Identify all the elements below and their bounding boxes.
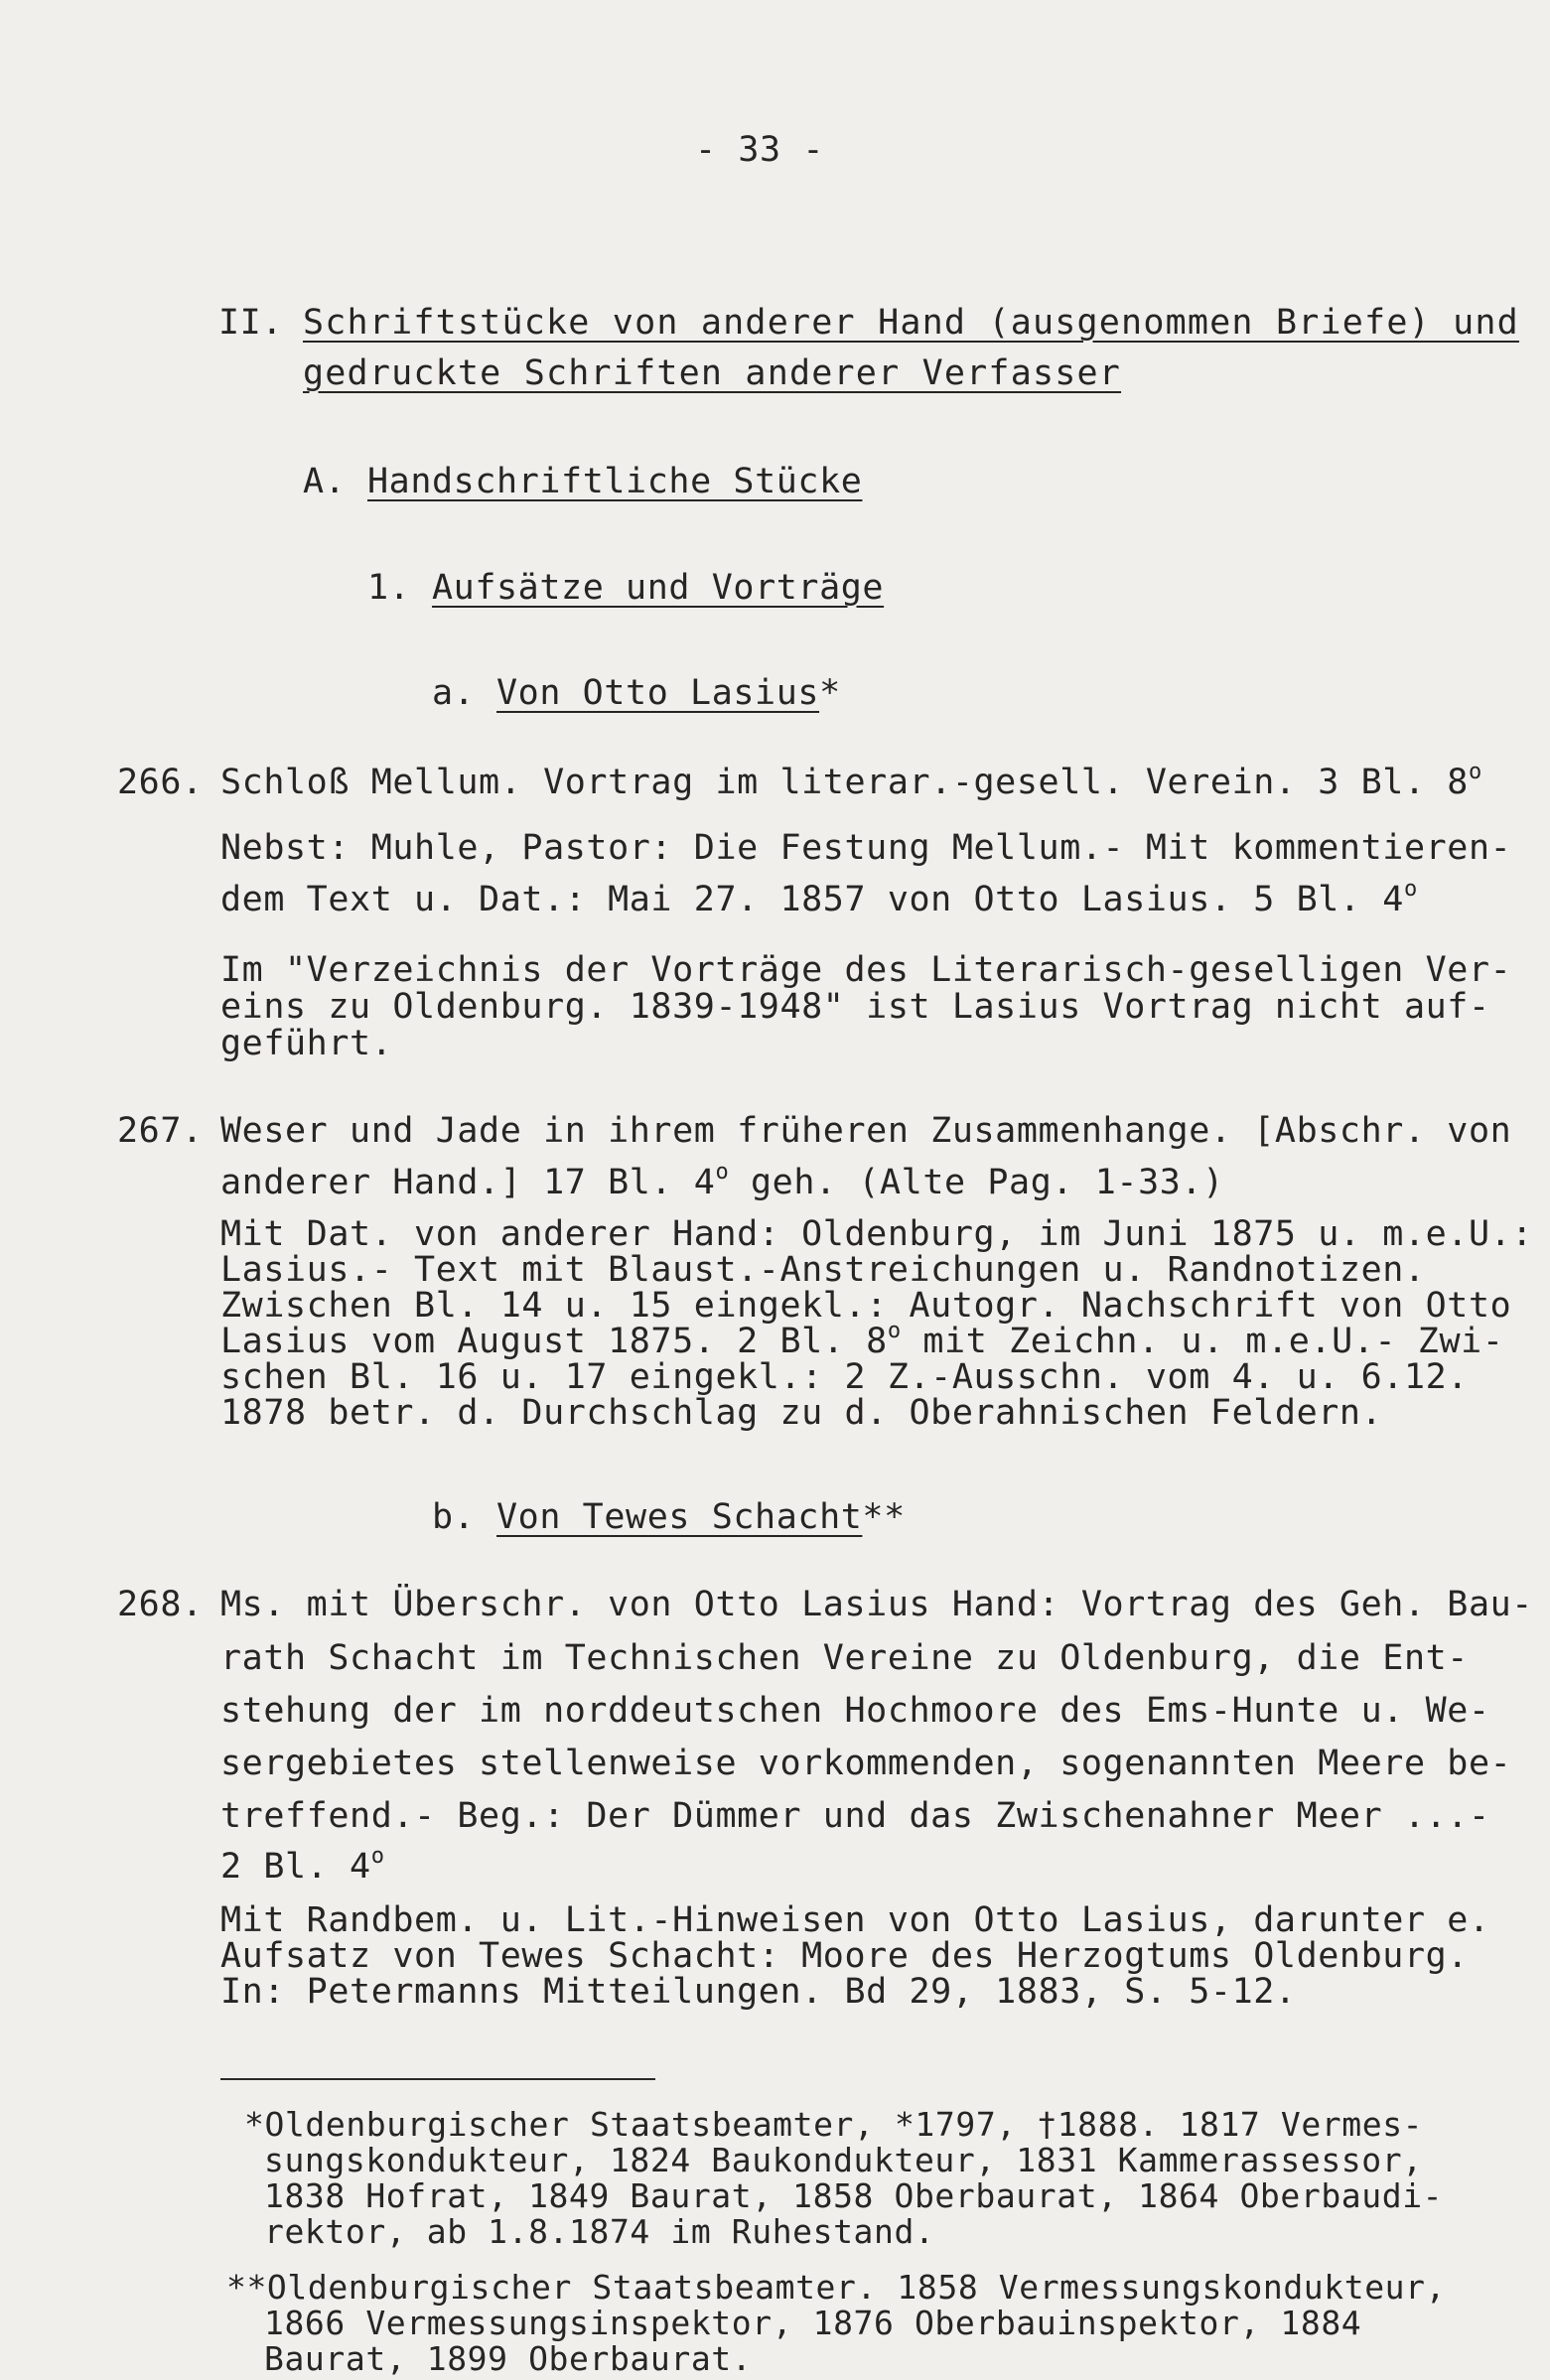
entry-268-note-line2: Aufsatz von Tewes Schacht: Moore des Herzogtums Oldenburg.	[220, 1936, 1469, 1976]
footnote-1-line3: 1838 Hofrat, 1849 Baurat, 1858 Oberbaurat, 1864 Oberbaudi-	[264, 2176, 1444, 2215]
entry-267-line1: Weser und Jade in ihrem früheren Zusammenhange. [Abschr. von	[220, 1111, 1512, 1151]
group-a-heading	[496, 674, 841, 712]
section-title-line2: gedruckte Schriften anderer Verfasser	[303, 353, 1122, 393]
entry-266-title: Schloß Mellum. Vortrag im literar.-gesell. Verein. 3 Bl. 8$^o$	[220, 760, 1482, 802]
entry-268-line2: rath Schacht im Technischen Vereine zu Oldenburg, die Ent-	[220, 1638, 1469, 1678]
entry-268-note-line1: Mit Randbem. u. Lit.-Hinweisen von Otto Lasius, darunter e.	[220, 1900, 1490, 1940]
group-a-letter: a.	[432, 673, 476, 713]
entry-267-note-line6: 1878 betr. d. Durchschlag zu d. Oberahnischen Feldern.	[220, 1393, 1383, 1433]
group-b-letter: b.	[432, 1497, 476, 1537]
entry-268-line6: 2 Bl. 4$^o$	[220, 1844, 385, 1887]
page-number: - 33 -	[695, 130, 825, 170]
entry-268-line4: sergebietes stellenweise vorkommenden, sogenannten Meere be-	[220, 1744, 1512, 1783]
footnote-2-line3: Baurat, 1899 Oberbaurat.	[264, 2339, 753, 2378]
subsection-1-number: 1.	[367, 568, 411, 608]
subsection-a-letter: A.	[303, 462, 347, 501]
entry-267-note-line5: schen Bl. 16 u. 17 eingekl.: 2 Z.-Ausschn. vom 4. u. 6.12.	[220, 1357, 1469, 1397]
subsection-1-title: Aufsätze und Vorträge	[432, 568, 885, 608]
entry-268-line1: Ms. mit Überschr. von Otto Lasius Hand: Vortrag des Geh. Bau-	[220, 1585, 1533, 1624]
entry-268-note-line3: In: Petermanns Mitteilungen. Bd 29, 1883, S. 5-12.	[220, 1972, 1297, 2012]
entry-268-line3: stehung der im norddeutschen Hochmoore des Ems-Hunte u. We-	[220, 1691, 1490, 1731]
footnote-1-line1: *Oldenburgischer Staatsbeamter, *1797, †1888. 1817 Vermes-	[244, 2105, 1424, 2144]
entry-266-note2-line3: geführt.	[220, 1024, 393, 1063]
section-title-line1: Schriftstücke von anderer Hand (ausgenommen Briefe) und	[303, 303, 1519, 343]
footnote-1-line2: sungskondukteur, 1824 Baukondukteur, 1831 Kammerassessor,	[264, 2141, 1423, 2179]
entry-266-note2-line2: eins zu Oldenburg. 1839-1948" ist Lasius Vortrag nicht auf-	[220, 987, 1490, 1027]
group-a-title: Von Otto Lasius	[496, 673, 820, 713]
entry-267-note-line1: Mit Dat. von anderer Hand: Oldenburg, im Juni 1875 u. m.e.U.:	[220, 1214, 1533, 1254]
group-b-title: Von Tewes Schacht	[496, 1497, 863, 1537]
footnote-1-line4: rektor, ab 1.8.1874 im Ruhestand.	[264, 2212, 935, 2251]
entry-267-note-line3: Zwischen Bl. 14 u. 15 eingekl.: Autogr. Nachschrift von Otto	[220, 1286, 1512, 1326]
footnote-2-line1: **Oldenburgischer Staatsbeamter. 1858 Vermessungskondukteur,	[226, 2268, 1447, 2307]
subsection-a-title: Handschriftliche Stücke	[367, 462, 863, 501]
entry-267-number: 267.	[117, 1111, 204, 1151]
footnote-2-line2: 1866 Vermessungsinspektor, 1876 Oberbauinspektor, 1884	[264, 2304, 1362, 2342]
entry-268-number: 268.	[117, 1585, 204, 1624]
entry-267-note-line2: Lasius.- Text mit Blaust.-Anstreichungen u. Randnotizen.	[220, 1250, 1426, 1290]
entry-266-number: 266.	[117, 763, 204, 802]
group-b-heading	[496, 1498, 906, 1536]
section-number: II.	[218, 303, 284, 343]
group-a-mark: *	[819, 673, 841, 713]
group-b-mark: **	[862, 1497, 906, 1537]
entry-266-note2-line1: Im "Verzeichnis der Vorträge des Literarisch-geselligen Ver-	[220, 950, 1512, 990]
entry-266-note1-line1: Nebst: Muhle, Pastor: Die Festung Mellum.- Mit kommentieren-	[220, 828, 1512, 868]
entry-267-line2: anderer Hand.] 17 Bl. 4$^o$ geh. (Alte Pag. 1-33.)	[220, 1160, 1224, 1202]
footnote-rule	[220, 2078, 655, 2080]
entry-267-note-line4: Lasius vom August 1875. 2 Bl. 8$^o$ mit Zeichn. u. m.e.U.- Zwi-	[220, 1319, 1504, 1361]
entry-268-line5: treffend.- Beg.: Der Dümmer und das Zwischenahner Meer ...-	[220, 1796, 1490, 1836]
entry-266-note1-line2: dem Text u. Dat.: Mai 27. 1857 von Otto Lasius. 5 Bl. 4$^o$	[220, 877, 1418, 919]
